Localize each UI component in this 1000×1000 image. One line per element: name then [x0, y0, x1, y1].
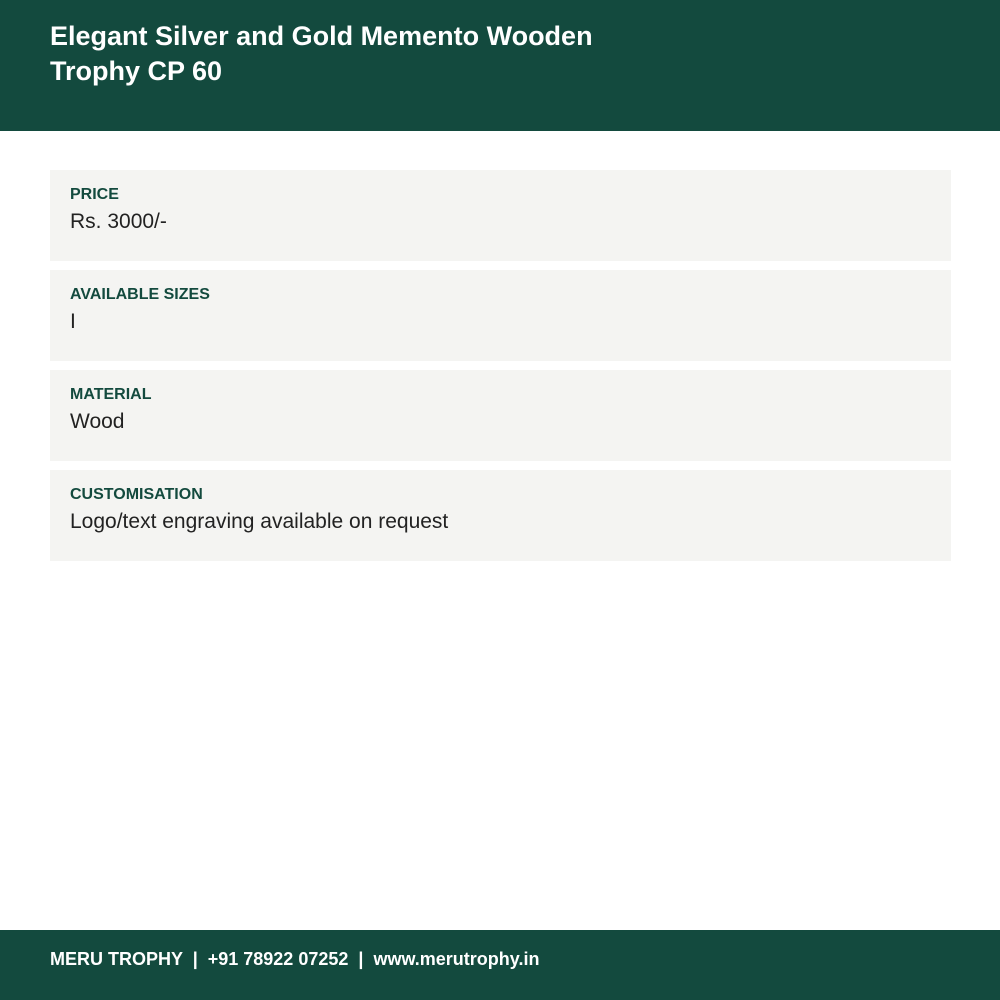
- sizes-label: AVAILABLE SIZES: [70, 286, 210, 303]
- footer-phone[interactable]: +91 78922 07252: [207, 949, 349, 969]
- price-value: Rs. 3000/-: [70, 210, 167, 233]
- footer-contact: [50, 948, 539, 970]
- footer-bar: [0, 930, 1000, 1000]
- footer-website-link[interactable]: www.merutrophy.in: [373, 949, 540, 969]
- sizes-value: I: [70, 310, 76, 333]
- material-card: [50, 370, 951, 461]
- sizes-card: [50, 270, 951, 361]
- product-title: Elegant Silver and Gold Memento Wooden Trophy CP 60: [50, 21, 593, 86]
- header-banner: [0, 0, 1000, 131]
- customisation-value: Logo/text engraving available on request: [70, 510, 449, 533]
- customisation-card: [50, 470, 951, 561]
- price-card: [50, 170, 951, 261]
- footer-separator: |: [348, 949, 374, 969]
- customisation-label: CUSTOMISATION: [70, 486, 203, 503]
- footer-brand: MERU TROPHY: [50, 949, 183, 969]
- material-label: MATERIAL: [70, 386, 152, 403]
- footer-separator: |: [182, 949, 208, 969]
- material-value: Wood: [70, 410, 125, 433]
- product-details: [50, 170, 951, 570]
- price-label: PRICE: [70, 186, 119, 203]
